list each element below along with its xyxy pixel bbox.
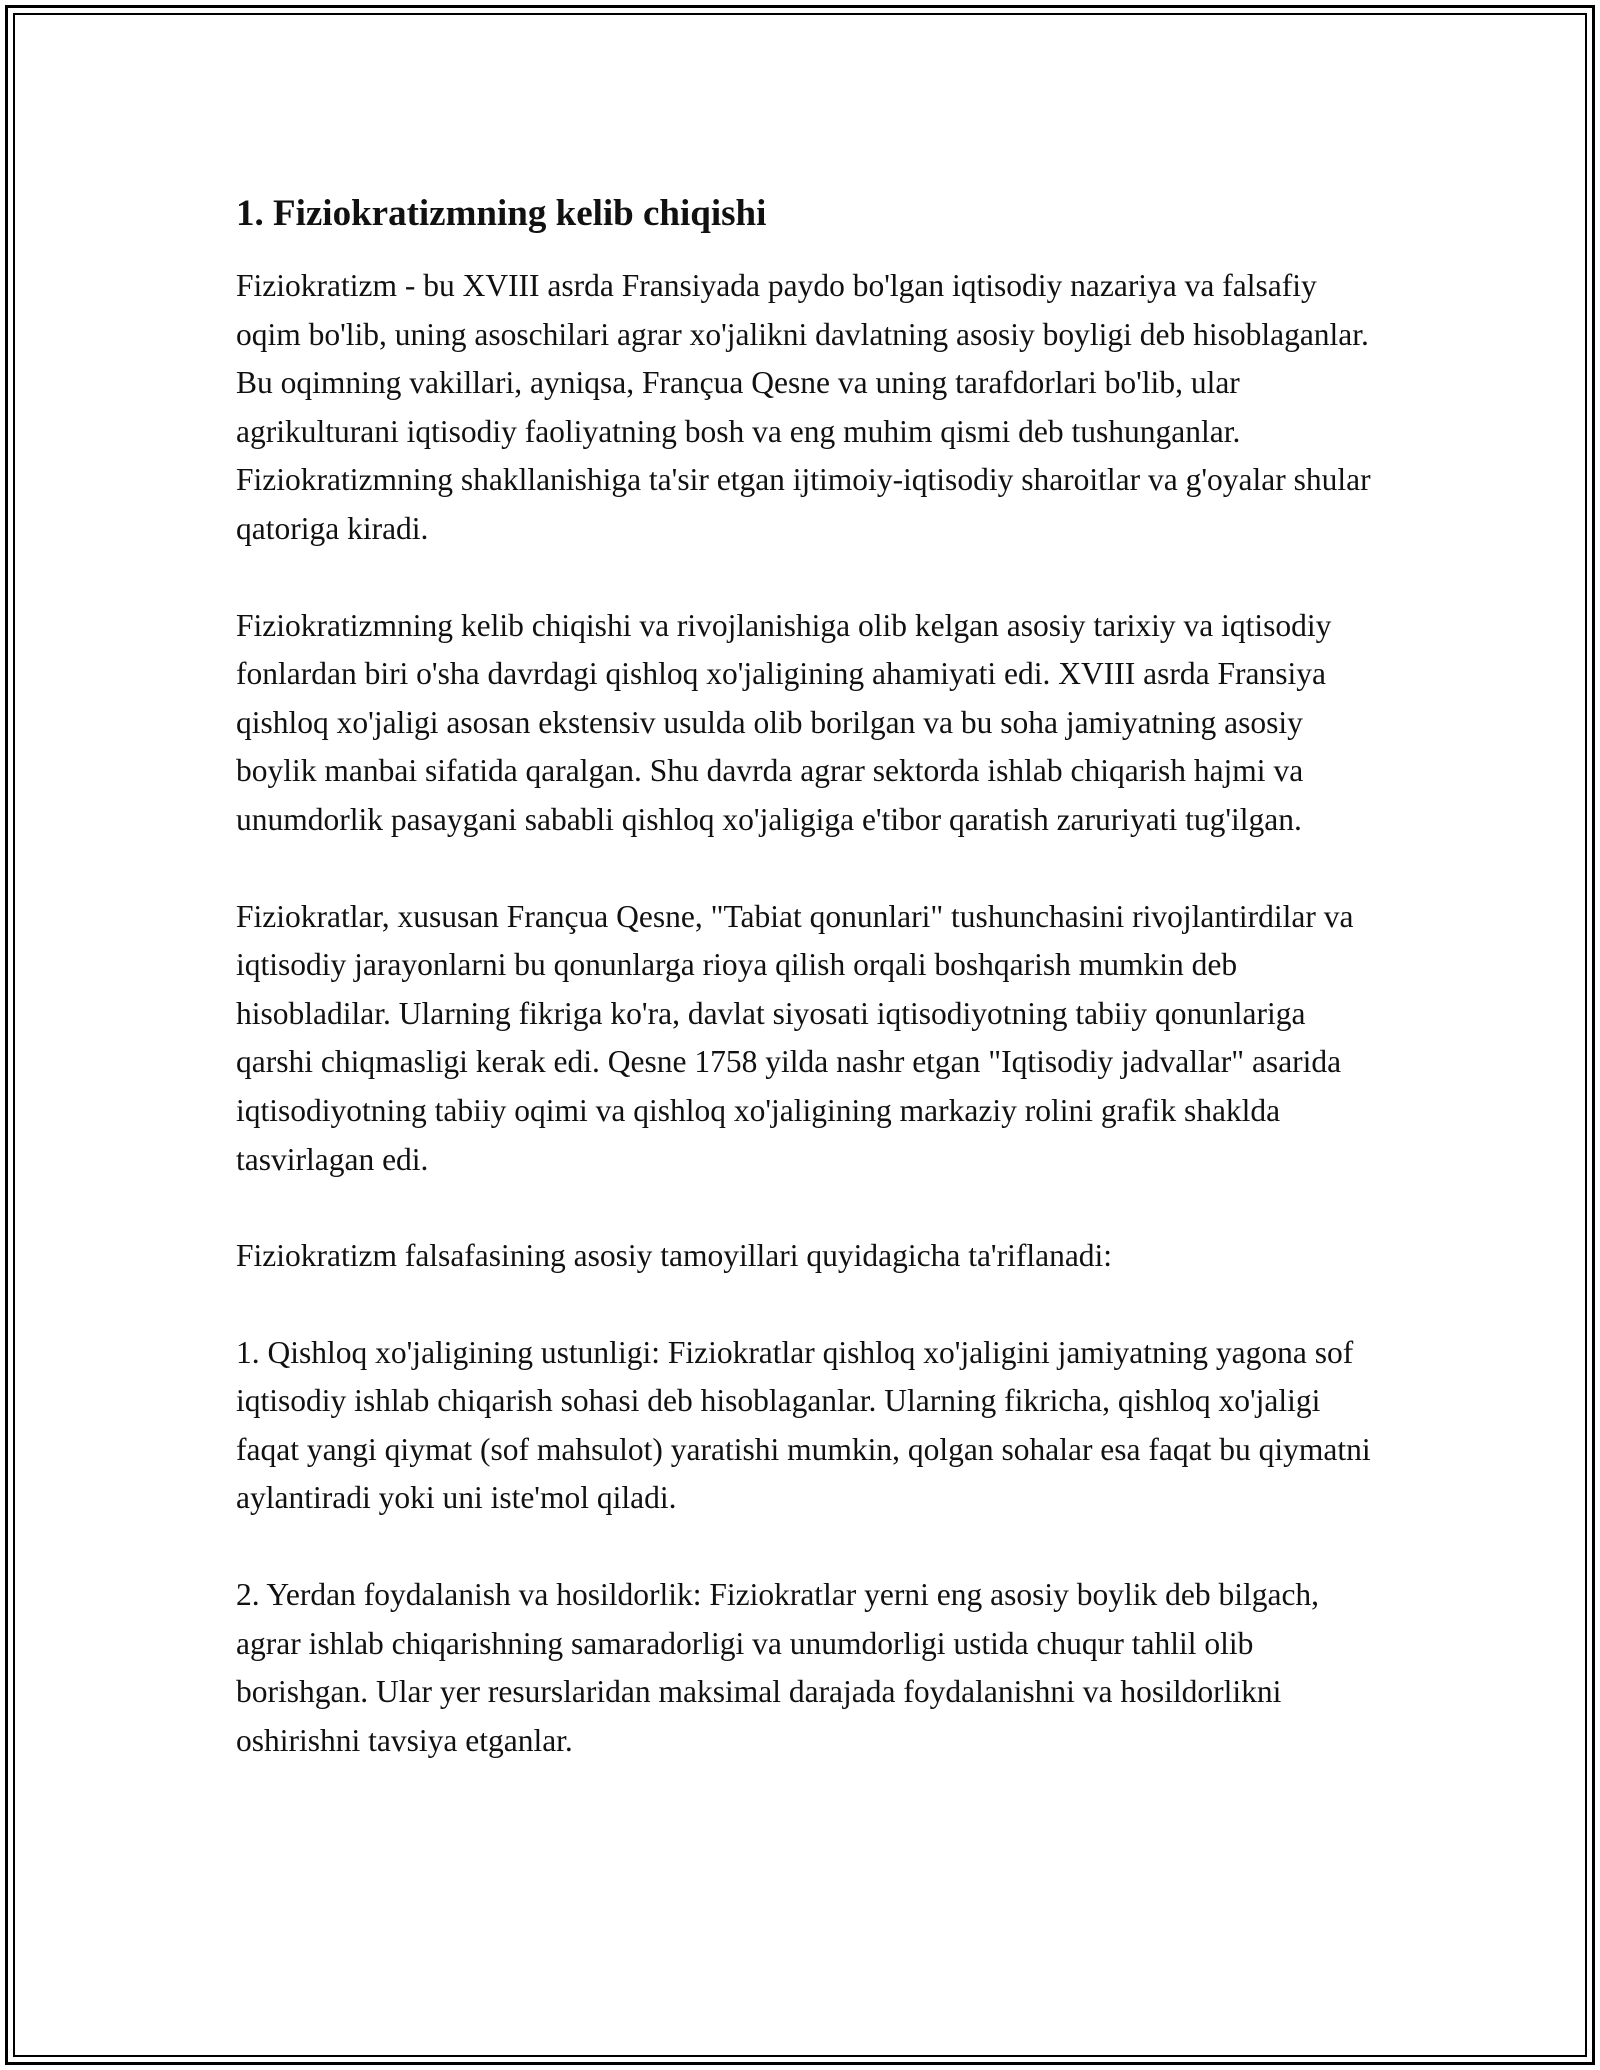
paragraph-intro: Fiziokratizm - bu XVIII asrda Fransiyada paydo bo'lgan iqtisodiy nazariya va falsafiy oqim bo'lib, uning asoschilari agrar xo'jalikni davlatning asosiy boyligi deb hisoblaganlar. Bu oqimning vakillari, ayniqsa, Françua Qesne va uning tarafdorlari bo'lib, ular agrikulturani iqtisodiy faoliyatning bosh va eng muhim qismi deb tushunganlar. Fiziokratizmning shakllanishiga ta'sir etgan ijtimoiy-iqtisodiy sharoitlar va g'oyalar shular qatoriga kiradi. [236, 268, 1371, 546]
list-item-land-productivity: 2. Yerdan foydalanish va hosildorlik: Fiziokratlar yerni eng asosiy boylik deb bilgach, agrar ishlab chiqarishning samaradorligi va unumdorligi ustida chuqur tahlil olib borishgan. Ular yer resurslaridan maksimal darajada foydalanishni va hosildorlikni oshirishni tavsiya etganlar. [236, 1577, 1320, 1758]
document-body [236, 188, 1386, 1813]
paragraph-natural-laws: Fiziokratlar, xususan Françua Qesne, "Tabiat qonunlari" tushunchasini rivojlantirdilar va iqtisodiy jarayonlarni bu qonunlarga rioya qilish orqali boshqarish mumkin deb hisobladilar. Ularning fikriga ko'ra, davlat siyosati iqtisodiyotning tabiiy qonunlariga qarshi chiqmasligi kerak edi. Qesne 1758 yilda nashr etgan "Iqtisodiy jadvallar" asarida iqtisodiyotning tabiiy oqimi va qishloq xo'jaligining markaziy rolini grafik shaklda tasvirlagan edi. [236, 898, 1354, 1177]
paragraph-historical-background: Fiziokratizmning kelib chiqishi va rivojlanishiga olib kelgan asosiy tarixiy va iqtisodiy fonlardan biri o'sha davrdagi qishloq xo'jaligining ahamiyati edi. XVIII asrda Fransiya qishloq xo'jaligi asosan ekstensiv usulda olib borilgan va bu soha jamiyatning asosiy boylik manbai sifatida qaralgan. Shu davrda agrar sektorda ishlab chiqarish hajmi va unumdorlik pasaygani sababli qishloq xo'jaligiga e'tibor qaratish zaruriyati tug'ilgan. [236, 607, 1332, 837]
list-item-agriculture-primacy: 1. Qishloq xo'jaligining ustunligi: Fiziokratlar qishloq xo'jaligini jamiyatning yagona sof iqtisodiy ishlab chiqarish sohasi deb hisoblaganlar. Ularning fikricha, qishloq xo'jaligi faqat yangi qiymat (sof mahsulot) yaratishi mumkin, qolgan sohalar esa faqat bu qiymatni aylantiradi yoki uni iste'mol qiladi. [236, 1334, 1371, 1516]
section-heading: 1. Fiziokratizmning kelib chiqishi [236, 193, 767, 234]
paragraph-principles-intro: Fiziokratizm falsafasining asosiy tamoyillari quyidagicha ta'riflanadi: [236, 1238, 1113, 1274]
